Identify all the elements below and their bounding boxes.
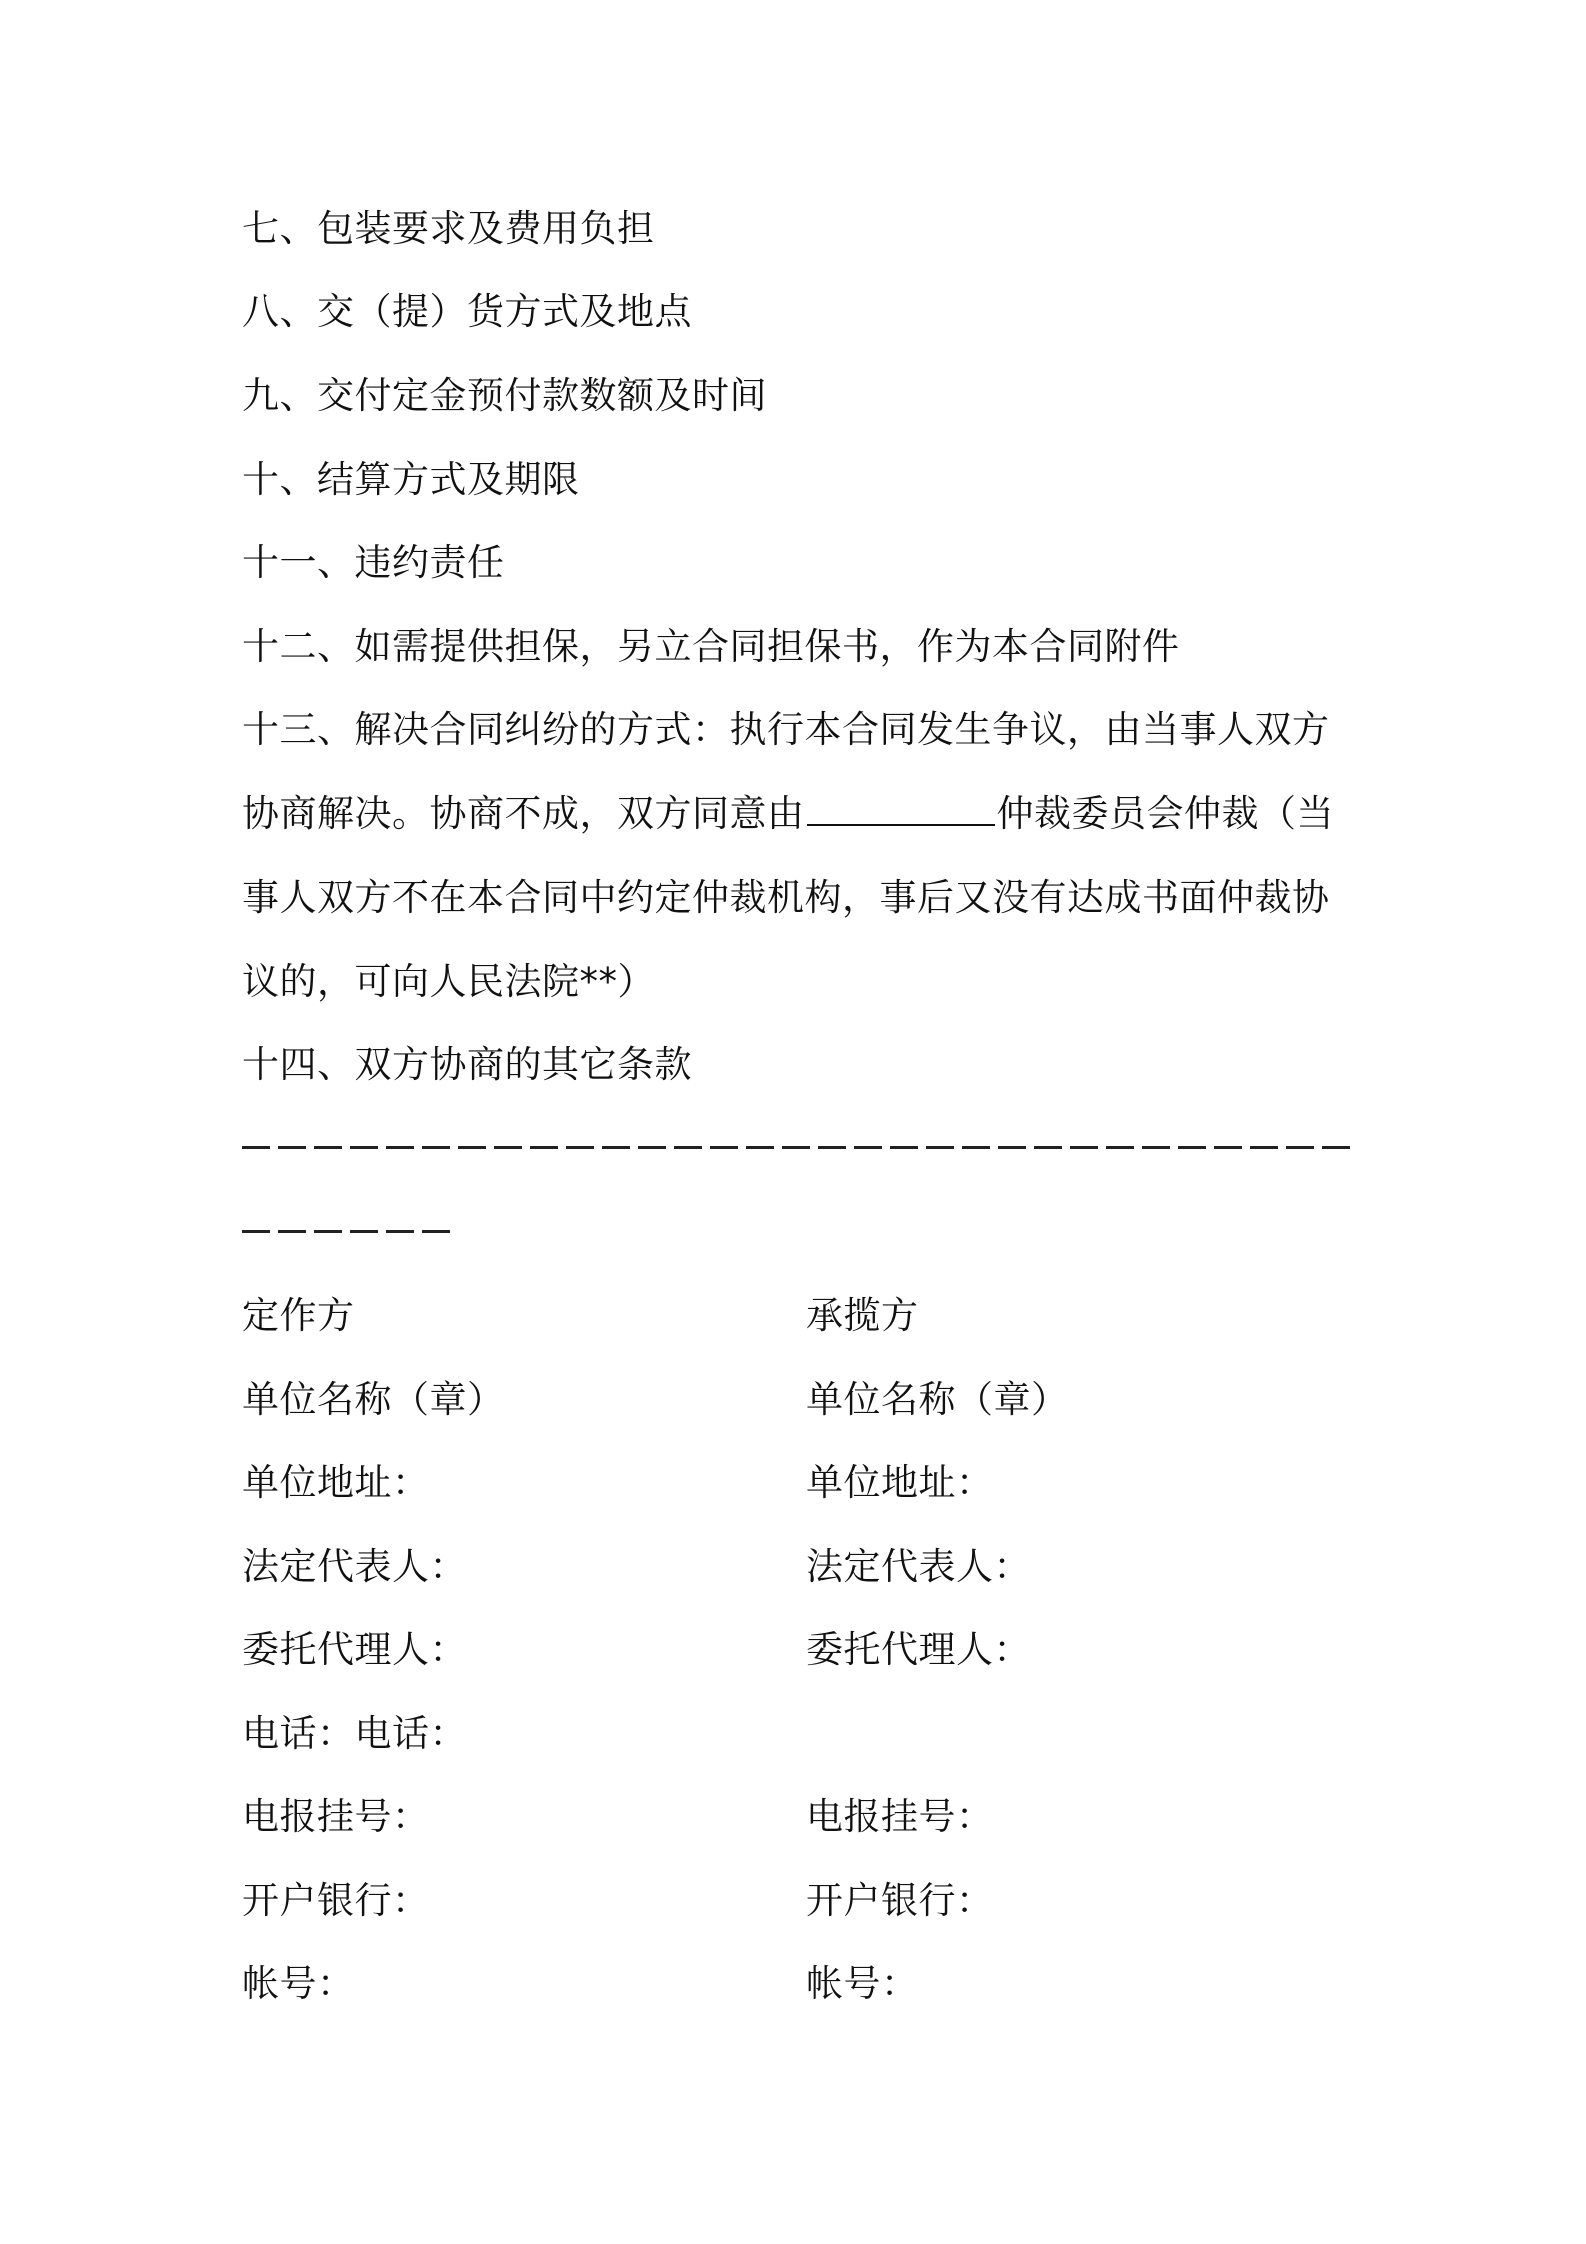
left-unit-name: 单位名称（章）: [242, 1378, 505, 1421]
left-account: 帐号：: [242, 1962, 355, 2005]
left-party-title: 定作方: [242, 1294, 355, 1337]
left-address: 单位地址：: [242, 1461, 430, 1504]
left-legal-rep: 法定代表人：: [242, 1545, 467, 1588]
right-unit-name: 单位名称（章）: [806, 1378, 1069, 1421]
right-account: 帐号：: [806, 1962, 919, 2005]
clause-9: 九、交付定金预付款数额及时间: [242, 374, 767, 417]
left-agent: 委托代理人：: [242, 1628, 467, 1671]
clause-10: 十、结算方式及期限: [242, 458, 580, 501]
dash-line-1: [242, 1146, 1350, 1150]
clause-12: 十二、如需提供担保，另立合同担保书，作为本合同附件: [242, 625, 1180, 668]
clause-13-part2: 仲裁委员会仲裁（当事人双方不在本合同中约定仲裁机构，事后又没有达成书面仲裁协议的，可向人民法院**）: [242, 792, 1334, 1003]
left-bank: 开户银行：: [242, 1879, 430, 1922]
left-telegraph: 电报挂号：: [242, 1795, 430, 1838]
clause-13-part1: 十三、解决合同纠纷的方式：执行本合同发生争议，由当事人双方协商解决。协商不成，双方同意由: [242, 708, 1330, 835]
phone-row: 电话：电话：: [242, 1712, 467, 1755]
clause-7: 七、包装要求及费用负担: [242, 207, 655, 250]
clause-11: 十一、违约责任: [242, 541, 505, 584]
right-telegraph: 电报挂号：: [806, 1795, 994, 1838]
right-agent: 委托代理人：: [806, 1628, 1031, 1671]
right-legal-rep: 法定代表人：: [806, 1545, 1031, 1588]
right-party-title: 承揽方: [806, 1294, 919, 1337]
arbitration-blank[interactable]: [807, 790, 995, 826]
right-address: 单位地址：: [806, 1461, 994, 1504]
clause-8: 八、交（提）货方式及地点: [242, 290, 692, 333]
clause-14: 十四、双方协商的其它条款: [242, 1043, 692, 1086]
clause-13: [242, 688, 1360, 1024]
right-bank: 开户银行：: [806, 1879, 994, 1922]
dash-line-2: [242, 1230, 450, 1234]
